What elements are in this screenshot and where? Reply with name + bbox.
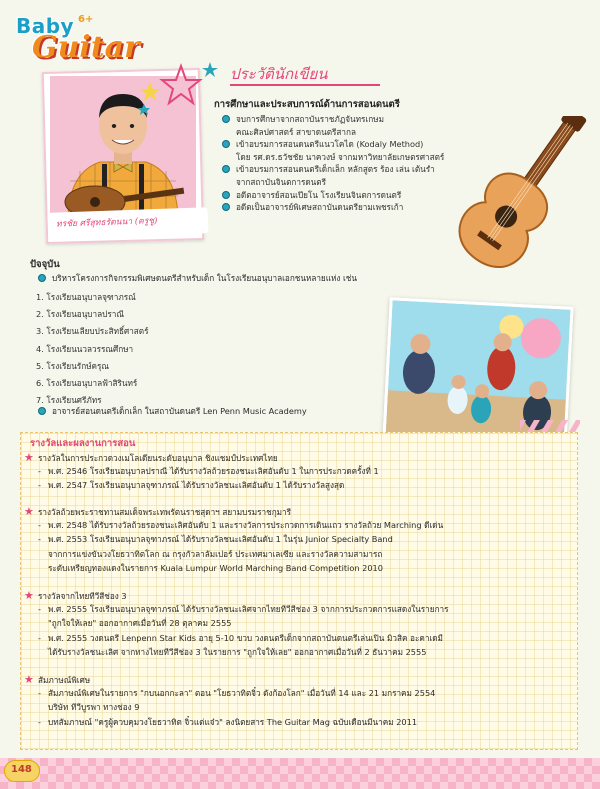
bullet-icon [222,165,230,173]
award-line: จากการแข่งขันวงโยธวาทิตโลก ณ กรุงกัวลาลัมเปอร์ ประเทศมาเลเซีย และรางวัลความสามารถ [48,548,383,559]
award-category: สัมภาษณ์พิเศษ [38,675,91,685]
list-item: 3. โรงเรียนเลียบประสิทธิ์ศาสตร์ [36,326,149,337]
bullet-icon [222,203,230,211]
award-category: รางวัลในการประกวดวงเมโลเดียนระดับอนุบาล ชิงแชมป์ประเทศไทย [38,453,278,463]
page-number: 148 [11,764,32,775]
page-title: ประวัตินักเขียน [230,62,380,86]
star-icon: ★ [24,589,34,602]
award-line: - พ.ศ. 2548 ได้รับรางวัลถ้วยรองชนะเลิศอันดับ 1 และรางวัลการประกวดการเดินแถว รางวัลถ้วย Marching ดีเด่น [38,520,444,530]
current-intro: บริหารโครงการกิจกรรมพิเศษดนตรีสำหรับเด็ก ในโรงเรียนอนุบาลเอกชนหลายแห่ง เช่น [38,272,458,284]
list-item: โดย รศ.ดร.ธวัชชัย นาควงษ์ จากมหาวิทยาลัยเกษตรศาสตร์ [236,151,445,162]
award-line: - พ.ศ. 2555 วงดนตรี Lenpenn Star Kids อายุ 5-10 ขวบ วงดนตรีเด็กจากสถาบันดนตรีเล่นเปิน มิวสิค อะคาเดมี [38,632,443,643]
award-group [24,674,572,729]
award-line: "ถูกใจให้เลย" ออกอากาศเมื่อวันที่ 28 ตุลาคม 2555 [48,618,232,629]
star-icon: ★ [24,673,34,686]
bullet-icon [222,115,230,123]
bottom-pattern-band [0,758,600,789]
list-item: 2. โรงเรียนอนุบาลปราณี [36,309,124,320]
bullet-icon [222,140,230,148]
award-group [24,452,572,493]
award-line: - พ.ศ. 2553 โรงเรียนอนุบาลจุฑาภรณ์ ได้รับรางวัลชนะเลิศอันดับ 1 ในรุ่น Junior Specialty Band [38,534,393,545]
award-group [24,590,572,660]
list-item: อดีตเป็นอาจารย์พิเศษสถาบันดนตรียามเพชรเก้า [222,201,480,214]
list-item: เข้าอบรมการสอนดนตรีแนวโคได (Kodaly Method) [222,138,480,151]
award-category: รางวัลถ้วยพระราชทานสมเด็จพระเทพรัตนราชสุดาฯ สยามบรมราชกุมารี [38,507,292,517]
award-line: - พ.ศ. 2547 โรงเรียนอนุบาลจุฑาภรณ์ ได้รับรางวัลชนะเลิศอันดับ 1 ได้รับรางวัลสูงสุด [38,480,345,491]
logo-baby-text: Baby [16,14,75,38]
list-item: 1. โรงเรียนอนุบาลจุฑาภรณ์ [36,292,136,302]
award-line: ได้รับรางวัลชนะเลิศ จากทางไทยทีวีสีช่อง 3 ในรายการ "ถูกใจให้เลย" ออกอากาศเมื่อวันที่ 2 ธันวาคม 2555 [48,647,427,658]
award-line: - พ.ศ. 2555 โรงเรียนอนุบาลจุฑาภรณ์ ได้รับรางวัลชนะเลิศจากไทยทีวีสีช่อง 3 จากการประกวดการแสดงในรายการ [38,604,449,614]
award-group [24,506,572,576]
list-item: 7. โรงเรียนศรีภัทร [36,395,102,406]
award-line: - พ.ศ. 2546 โรงเรียนอนุบาลปราณี ได้รับรางวัลถ้วยรองชนะเลิศอันดับ 1 ในการประกวดครั้งที่ 1 [38,466,379,476]
award-category: รางวัลจากไทยทีวีสีช่อง 3 [38,591,127,601]
award-line: ระดับเหรียญทองแดงในรายการ Kuala Lumpur World Marching Band Competition 2010 [48,563,383,574]
list-item: 6. โรงเรียนอนุบาลฟ้าสิรินทร์ [36,378,138,389]
list-item: 5. โรงเรียนรักษ์ครุณ [36,360,110,371]
education-heading: การศึกษาและประสบการณ์ด้านการสอนดนตรี [214,99,400,110]
bullet-icon [38,407,46,415]
logo-age-text: 6+ [78,14,94,25]
list-item: อดีตอาจารย์สอนเปียโน โรงเรียนจินตการดนตรี [222,189,480,202]
author-caption: ทรชัย ศรีสุทธรัตนนา (ครูชู) [55,216,158,230]
award-line: - สัมภาษณ์พิเศษในรายการ "กบนอกกะลา" ตอน "โยธวาทิตจิ๋ว ดังก้องโลก" เมื่อวันที่ 14 และ 21 มกราคม 2554 [38,688,436,698]
list-item: จากสถาบันจินตการดนตรี [236,176,326,187]
current-note: อาจารย์สอนดนตรีเด็กเล็ก ในสถาบันดนตรี Len Penn Music Academy [38,405,398,417]
list-item: 4. โรงเรียนนวลวรรณศึกษา [36,343,134,354]
logo-guitar-text: Guitar [32,30,140,65]
bullet-icon [222,191,230,199]
list-item: เข้าอบรมการสอนดนตรีเด็กเล็ก หลักสูตร ร้อง เล่น เต้นรำ [222,163,480,176]
current-heading: ปัจจุบัน [30,259,60,270]
star-icon: ★ [24,451,34,464]
school-list [36,289,149,409]
stars-decoration [136,58,226,118]
award-line: - บทสัมภาษณ์ "ครูผู้ควบคุมวงโยธวาทิต จิ๋วแต่แจ๋ว" ลงนิตยสาร The Guitar Mag ฉบับเดือนมีนาคม 2011 [38,716,418,727]
list-item: คณะศิลปศาสตร์ สาขาดนตรีสากล [236,126,356,137]
bullet-icon [38,274,46,282]
awards-title: รางวัลและผลงานการสอน [30,438,136,449]
acoustic-guitar-illustration [442,116,592,286]
star-icon: ★ [24,505,34,518]
award-line: บริษัท ทีวีบูรพา ทางช่อง 9 [48,702,140,713]
list-item: จบการศึกษาจากสถาบันราชภัฏจันทรเกษม [222,113,480,126]
